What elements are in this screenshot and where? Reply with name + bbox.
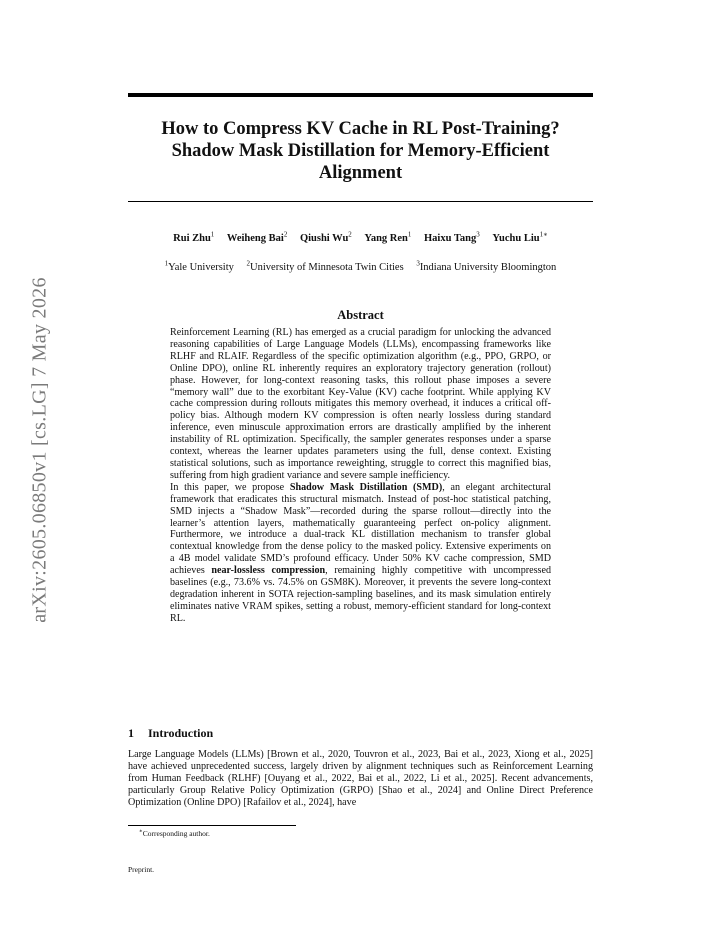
introduction-paragraph: Large Language Models (LLMs) [Brown et al., 2020, Touvron et al., 2023, Bai et al., 2023, Xiong et al., 2025] have achieved unprecedented success, largely driven by alignment techniques such as Reinforcement Learning from Human Feedback (RLHF) [Ouyang et al., 2022, Bai et al., 2022, Li et al., 2025]. Recent advancements, particularly Group Relative Policy Optimization (GRPO) [Shao et al., 2024] and Online Direct Preference Optimization (Online DPO) [Rafailov et al., 2024], have — [128, 749, 593, 808]
author — [492, 230, 548, 244]
section-number: 1 — [128, 726, 134, 740]
author-name: Rui Zhu — [173, 233, 211, 244]
title-line: How to Compress KV Cache in RL Post-Training? — [161, 119, 560, 139]
author — [173, 230, 215, 244]
abstract-text: In this paper, we propose — [170, 481, 290, 493]
author-affil-mark: 1 — [407, 230, 412, 239]
abstract-heading: Abstract — [337, 308, 384, 322]
author-affil-mark: 2 — [348, 230, 352, 239]
author-affil-mark: 2 — [283, 230, 288, 239]
section-heading — [128, 726, 593, 741]
affiliation-name: University of Minnesota Twin Cities — [250, 262, 404, 273]
title-line: Shadow Mask Distillation for Memory-Efficient — [171, 141, 550, 161]
section-title: Introduction — [148, 726, 214, 740]
author-name: Yang Ren — [364, 233, 408, 244]
affiliation-list — [128, 259, 593, 273]
footnote-text: Corresponding author. — [142, 829, 210, 838]
affiliation — [164, 259, 234, 273]
author — [299, 230, 352, 244]
footnote-mark: ∗ — [139, 828, 143, 835]
abstract-key-result: near-lossless compression — [211, 565, 326, 577]
abstract-paragraph: Reinforcement Learning (RL) has emerged as a crucial paradigm for unlocking the advanced reasoning capabilities of Large Language Models (LLMs), encompassing frameworks like RLHF and RLAIF. Regardless of the specific optimization algorithm (e.g., PPO, GRPO, or Online DPO), online RL inherently requires an exploratory trajectory generation (rollout) phase. However, for long-context reasoning tasks, this rollout phase imposes a severe “memory wall” due to the exorbitant Key-Value (KV) cache footprint. While applying KV cache compression during rollouts mitigates this memory overhead, it induces a critical off-policy bias. Although modern KV compression is often nearly lossless during standard inference, even minuscule approximation errors are drastically amplified by the inherent instability of RL optimization. Specifically, the sampler generates responses under a sparse context, whereas the learner updates parameters using the full, dense context. Existing statistical solutions, such as importance reweighting, struggle to correct this magnified bias, suffering from high gradient variance and severe sample inefficiency. — [170, 327, 551, 481]
title-line: Alignment — [318, 163, 403, 183]
author-affil-mark: 1 — [210, 230, 215, 239]
author-name: Haixu Tang — [424, 233, 477, 244]
author-affil-mark: 3 — [476, 230, 480, 239]
title-bottom-rule — [128, 201, 593, 202]
author — [424, 230, 480, 244]
affiliation — [416, 259, 557, 273]
affiliation — [246, 259, 404, 273]
preprint-label: Preprint. — [128, 865, 155, 874]
affiliation-name: Indiana University Bloomington — [419, 262, 557, 273]
author-name: Weiheng Bai — [226, 233, 284, 244]
abstract-text: , an elegant architectural framework that eradicates this structural mismatch. Instead of post-hoc statistical patching, SMD injects a “Shadow Mask”—recorded during the sparse rollout—directly into the learner’s attention layers, mathematically guaranteeing perfect on-policy alignment. Furthermore, we introduce a dual-track KL distillation mechanism to transfer global contextual knowledge from the dense policy to the masked policy. Extensive experiments on a 4B model validate SMD’s profound efficacy. Under 50% KV cache compression, SMD achieves — [170, 481, 552, 577]
author-name: Qiushi Wu — [299, 233, 349, 244]
abstract-text: , remaining highly competitive with uncompressed baselines (e.g., 73.6% vs. 74.5% on GSM8K). Moreover, it prevents the severe long-context degradation inherent in SOTA rejection-sampling baselines, and its mask simulation entirely eliminates native VRAM spikes, setting a robust, memory-efficient standard for long-context RL. — [170, 565, 551, 624]
abstract-body — [170, 327, 551, 625]
paper-title — [128, 118, 593, 184]
author — [364, 230, 412, 244]
abstract-method-name: Shadow Mask Distillation (SMD) — [289, 481, 443, 493]
affiliation-mark: 1 — [164, 259, 169, 268]
title-top-rule — [128, 93, 593, 97]
affiliation-mark: 3 — [416, 259, 420, 268]
affiliation-name: Yale University — [168, 262, 234, 273]
footnote — [139, 829, 210, 838]
arxiv-identifier: arXiv:2605.06850v1 [cs.LG] 7 May 2026 — [28, 277, 51, 623]
introduction-body — [128, 749, 593, 809]
affiliation-mark: 2 — [246, 259, 251, 268]
author-affil-mark: 1∗ — [539, 230, 548, 239]
author — [226, 230, 288, 244]
footnote-rule — [128, 825, 296, 826]
author-list — [128, 230, 593, 244]
author-name: Yuchu Liu — [492, 233, 540, 244]
abstract-paragraph — [170, 482, 551, 625]
